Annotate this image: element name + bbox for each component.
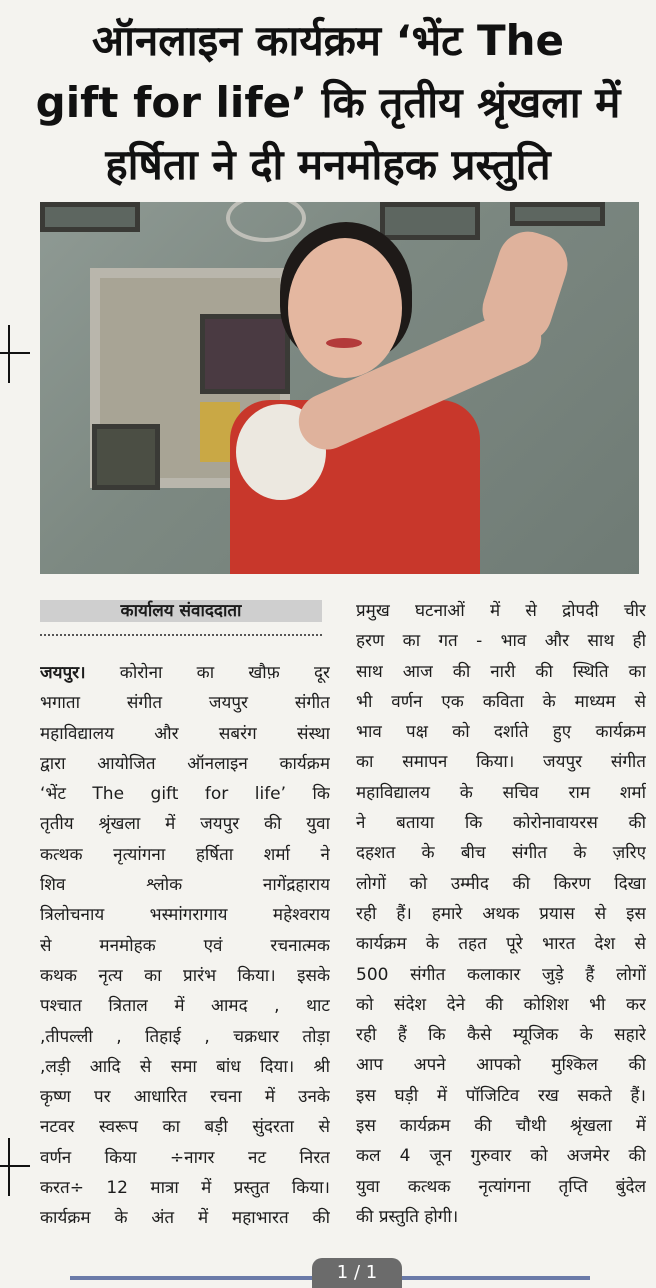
poster [200,314,290,394]
paragraph-line: कृष्ण पर आधारित रचना में उनके [40,1087,330,1108]
paragraph-line: युवा कत्थक नृत्यांगना तृप्ति बुंदेल [356,1176,646,1197]
paragraph-line: इस घड़ी में पॉजिटिव रख सकते हैं। [356,1085,646,1106]
paragraph-line: 500 संगीत कलाकार जुड़े हैं लोगों [356,964,646,985]
paragraph-line: वर्णन किया ÷नागर नट निरत [40,1147,330,1168]
paragraph-line: ने बताया कि कोरोनावायरस की [356,813,646,834]
paragraph-line: जयपुर। कोरोना का खौफ़ दूर [40,663,330,683]
paragraph-line: हरण का गत - भाव और साथ ही [356,631,646,652]
paragraph-line: करत÷ 12 मात्रा में प्रस्तुत किया। [40,1178,330,1199]
paragraph-line: तृतीय श्रृंखला में जयपुर की युवा [40,814,330,835]
paragraph-line: कत्थक नृत्यांगना हर्षिता शर्मा ने [40,844,330,865]
photo-frame [92,424,160,490]
headline-line-1: ऑनलाइन कार्यक्रम ‘भेंट The [92,16,564,65]
article-photo [40,202,639,574]
page-indicator[interactable]: 1 / 1 [312,1258,402,1288]
paragraph-line: का समापन किया। जयपुर संगीत [356,752,646,773]
crop-mark [8,1138,10,1196]
paragraph-line: ‘भेंट The gift for life’ कि [40,784,330,805]
paragraph-line: आप अपने आपको मुश्किल की [356,1055,646,1076]
paragraph-line: रही हैं। हमारे अथक प्रयास से इस [356,903,646,924]
paragraph-line: कार्यक्रम के अंत में महाभारत की [40,1208,330,1229]
dateline: जयपुर। [40,663,86,683]
headline-line-2: gift for life’ कि तृतीय श्रृंखला में [35,78,621,127]
headline [30,10,626,196]
wall-frame [510,202,605,226]
paragraph-line: कल 4 जून गुरुवार को अजमेर की [356,1146,646,1167]
paragraph-line: कार्यक्रम के तहत पूरे भारत देश से [356,934,646,955]
article-column-left [40,658,330,1234]
wall-frame [40,202,140,232]
dancer-lips [326,338,362,348]
paragraph-line: को संदेश देने की कोशिश भी कर [356,994,646,1015]
paragraph-line: रही हैं कि कैसे म्यूजिक के सहारे [356,1025,646,1046]
paragraph-line: ,लड़ी आदि से समा बांध दिया। श्री [40,1056,330,1077]
paragraph-line: कथक नृत्य का प्रारंभ किया। इसके [40,965,330,986]
headline-line-3: हर्षिता ने दी मनमोहक प्रस्तुति [105,140,551,189]
crop-mark [8,325,10,383]
paragraph-line: ,तीपल्ली , तिहाई , चक्रधार तोड़ा [40,1026,330,1047]
paragraph-line: महाविद्यालय के सचिव राम शर्मा [356,782,646,803]
paragraph-line: साथ आज की नारी की स्थिति का [356,661,646,682]
byline: कार्यालय संवाददाता [40,600,322,622]
paragraph-line: त्रिलोचनाय भस्मांगरागाय महेश्वराय [40,905,330,926]
wall-frame [380,202,480,240]
crop-mark [0,352,30,354]
paragraph-line: लोगों को उम्मीद की किरण दिखा [356,873,646,894]
wall-clock [226,202,306,242]
paragraph-line: भगाता संगीत जयपुर संगीत [40,693,330,714]
byline-divider [40,634,322,636]
paragraph-line: से मनमोहक एवं रचनात्मक [40,935,330,956]
paragraph-line: भी वर्णन एक कविता के माध्यम से [356,691,646,712]
paragraph-line: महाविद्यालय और सबरंग संस्था [40,723,330,744]
crop-mark [0,1165,30,1167]
paragraph-line: इस कार्यक्रम की चौथी श्रृंखला में [356,1116,646,1137]
paragraph-line: द्वारा आयोजित ऑनलाइन कार्यक्रम [40,753,330,774]
paragraph-line: भाव पक्ष को दर्शाते हुए कार्यक्रम [356,722,646,743]
paragraph-line: दहशत के बीच संगीत के ज़रिए [356,843,646,864]
paragraph-line: पश्चात त्रिताल में आमद , थाट [40,996,330,1017]
paragraph-line: शिव श्लोक नागेंद्रहाराय [40,875,330,896]
paragraph-line: प्रमुख घटनाओं में से द्रोपदी चीर [356,601,646,621]
article-column-right [356,596,646,1232]
paragraph-line: की प्रस्तुति होगी। [356,1206,459,1227]
paragraph-line: नटवर स्वरूप का बड़ी सुंदरता से [40,1117,330,1138]
dancer-face [288,238,402,378]
